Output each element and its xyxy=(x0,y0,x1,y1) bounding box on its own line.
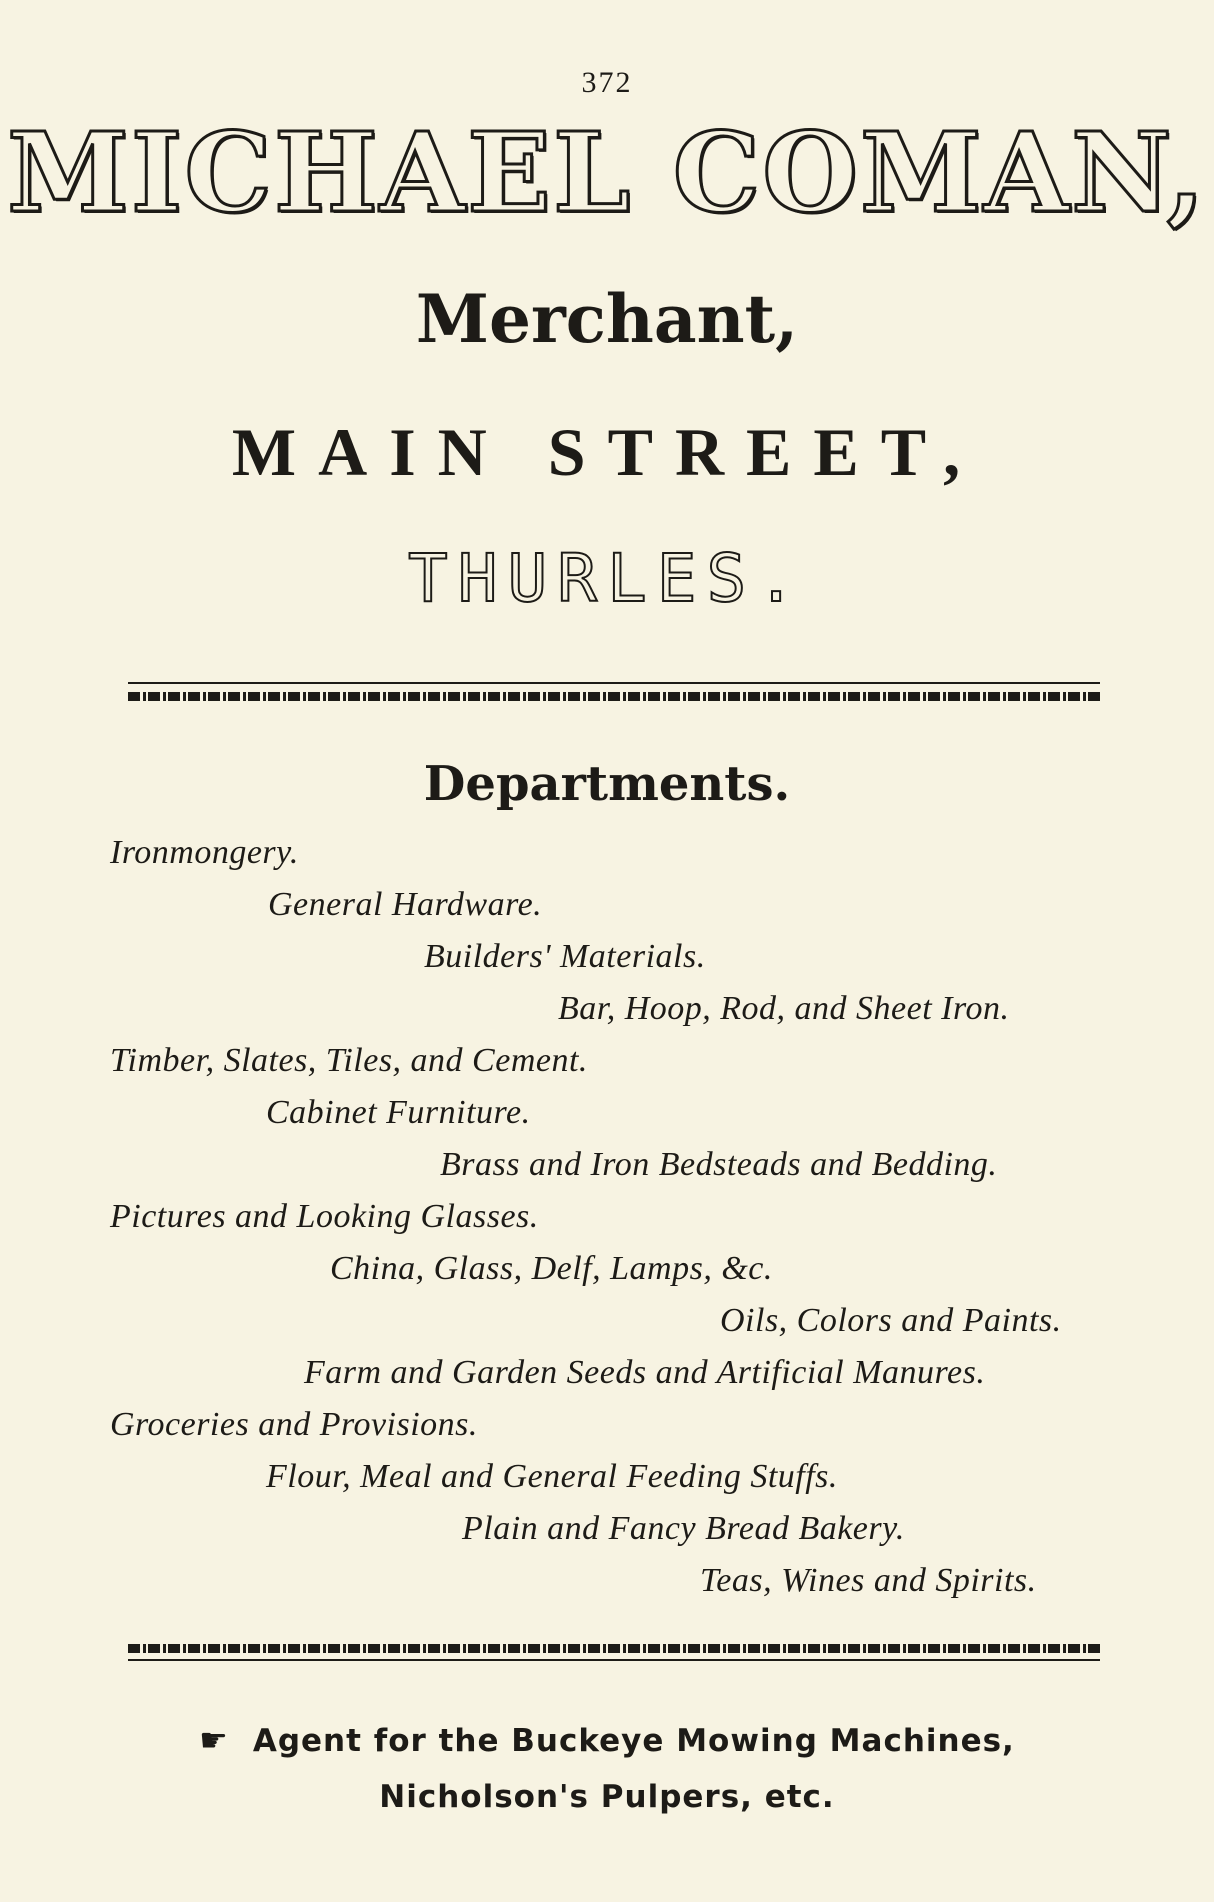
bottom-divider xyxy=(128,1644,1100,1661)
department-item: Groceries and Provisions. xyxy=(110,1406,478,1443)
department-item: Timber, Slates, Tiles, and Cement. xyxy=(110,1042,588,1079)
trade-title: Merchant, xyxy=(415,280,799,358)
department-item: Cabinet Furniture. xyxy=(266,1094,531,1131)
top-divider xyxy=(128,682,1100,701)
department-item: Bar, Hoop, Rod, and Sheet Iron. xyxy=(558,990,1010,1027)
department-item: Pictures and Looking Glasses. xyxy=(110,1198,539,1235)
department-item: General Hardware. xyxy=(268,886,543,923)
footer-agent-line xyxy=(0,1721,1214,1759)
department-item: Brass and Iron Bedsteads and Bedding. xyxy=(440,1146,998,1183)
merchant-name: MICHAEL COMAN, xyxy=(7,108,1207,237)
divider-line xyxy=(128,1659,1100,1661)
departments-heading: Departments. xyxy=(423,756,791,812)
footer-products-line: Nicholson's Pulpers, etc. xyxy=(379,1779,835,1815)
divider-ornament xyxy=(128,692,1100,701)
street-address: MAIN STREET, xyxy=(231,414,983,490)
divider-ornament xyxy=(128,1644,1100,1653)
town-name: THURLES. xyxy=(408,540,806,617)
department-item: Flour, Meal and General Feeding Stuffs. xyxy=(266,1458,838,1495)
department-item: Ironmongery. xyxy=(110,834,299,871)
department-item: Oils, Colors and Paints. xyxy=(720,1302,1062,1339)
footer-line-1-text: Agent for the Buckeye Mowing Machines, xyxy=(252,1723,1015,1759)
department-item: China, Glass, Delf, Lamps, &c. xyxy=(330,1250,773,1287)
department-item: Farm and Garden Seeds and Artificial Manures. xyxy=(304,1354,986,1391)
page-number: 372 xyxy=(581,66,633,99)
department-item: Builders' Materials. xyxy=(424,938,706,975)
divider-line xyxy=(128,682,1100,684)
department-item: Teas, Wines and Spirits. xyxy=(700,1562,1037,1599)
pointing-hand-icon: ☛ xyxy=(199,1721,229,1759)
department-item: Plain and Fancy Bread Bakery. xyxy=(462,1510,905,1547)
